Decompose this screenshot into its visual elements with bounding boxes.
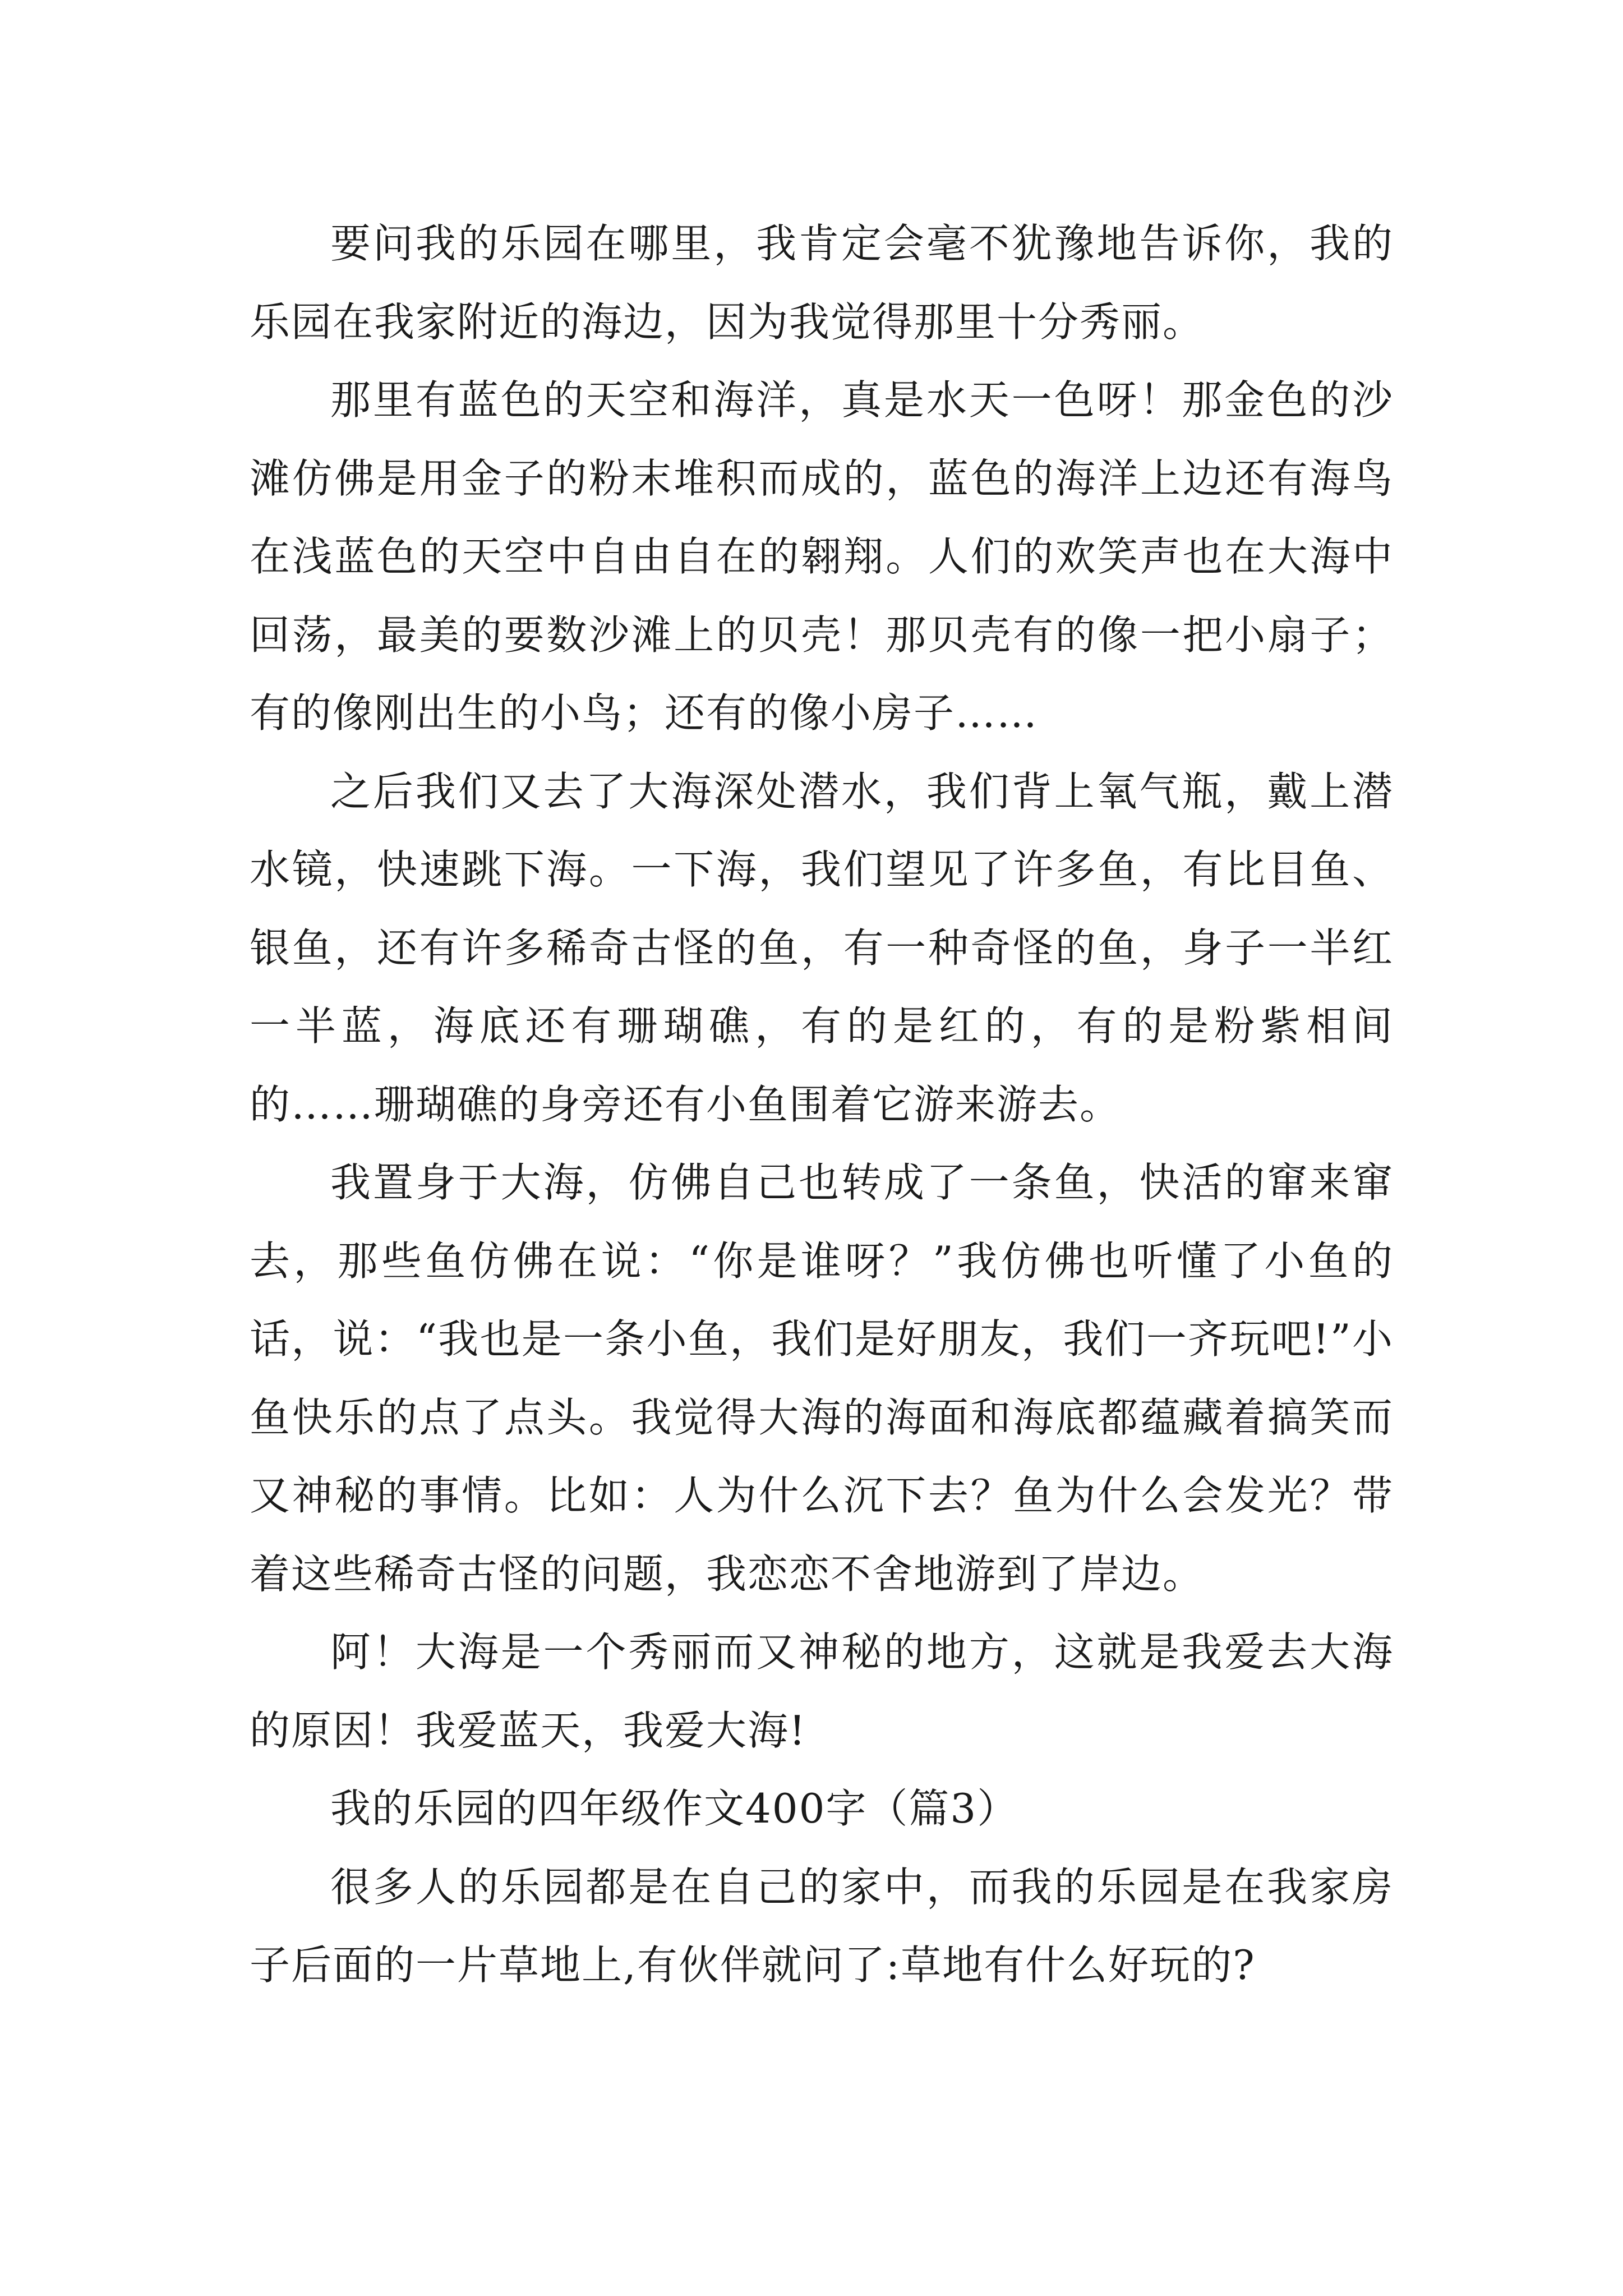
- paragraph-intro: 要问我的乐园在哪里，我肯定会毫不犹豫地告诉你，我的乐园在我家附近的海边，因为我觉得那里十分秀丽。: [250, 220, 1394, 346]
- paragraph-grassland: 很多人的乐园都是在自己的家中，而我的乐园是在我家房子后面的一片草地上,有伙伴就问了:草地有什么好玩的?: [250, 1863, 1394, 1989]
- paragraph-beach: 那里有蓝色的天空和海洋，真是水天一色呀！那金色的沙滩仿佛是用金子的粉末堆积而成的，蓝色的海洋上边还有海鸟在浅蓝色的天空中自由自在的翱翔。人们的欢笑声也在大海中回荡，最美的要数沙滩上的贝壳！那贝壳有的像一把小扇子；有的像刚出生的小鸟；还有的像小房子……: [250, 376, 1394, 737]
- section-heading: 我的乐园的四年级作文400字（篇3）: [330, 1785, 1019, 1832]
- paragraph-diving: 之后我们又去了大海深处潜水，我们背上氧气瓶，戴上潜水镜，快速跳下海。一下海，我们望见了许多鱼，有比目鱼、银鱼，还有许多稀奇古怪的鱼，有一种奇怪的鱼，身子一半红一半蓝，海底还有珊瑚礁，有的是红的，有的是粉紫相间的……珊瑚礁的身旁还有小鱼围着它游来游去。: [250, 767, 1394, 1128]
- paragraph-fish: 我置身于大海，仿佛自己也转成了一条鱼，快活的窜来窜去，那些鱼仿佛在说：“你是谁呀？”我仿佛也听懂了小鱼的话，说：“我也是一条小鱼，我们是好朋友，我们一齐玩吧!”小鱼快乐的点了点头。我觉得大海的海面和海底都蕴藏着搞笑而又神秘的事情。比如：人为什么沉下去？鱼为什么会发光？带着这些稀奇古怪的问题，我恋恋不舍地游到了岸边。: [250, 1159, 1394, 1598]
- paragraph-conclusion: 阿！大海是一个秀丽而又神秘的地方，这就是我爱去大海的原因！我爱蓝天，我爱大海!: [250, 1628, 1394, 1754]
- document-body: [250, 205, 1394, 2005]
